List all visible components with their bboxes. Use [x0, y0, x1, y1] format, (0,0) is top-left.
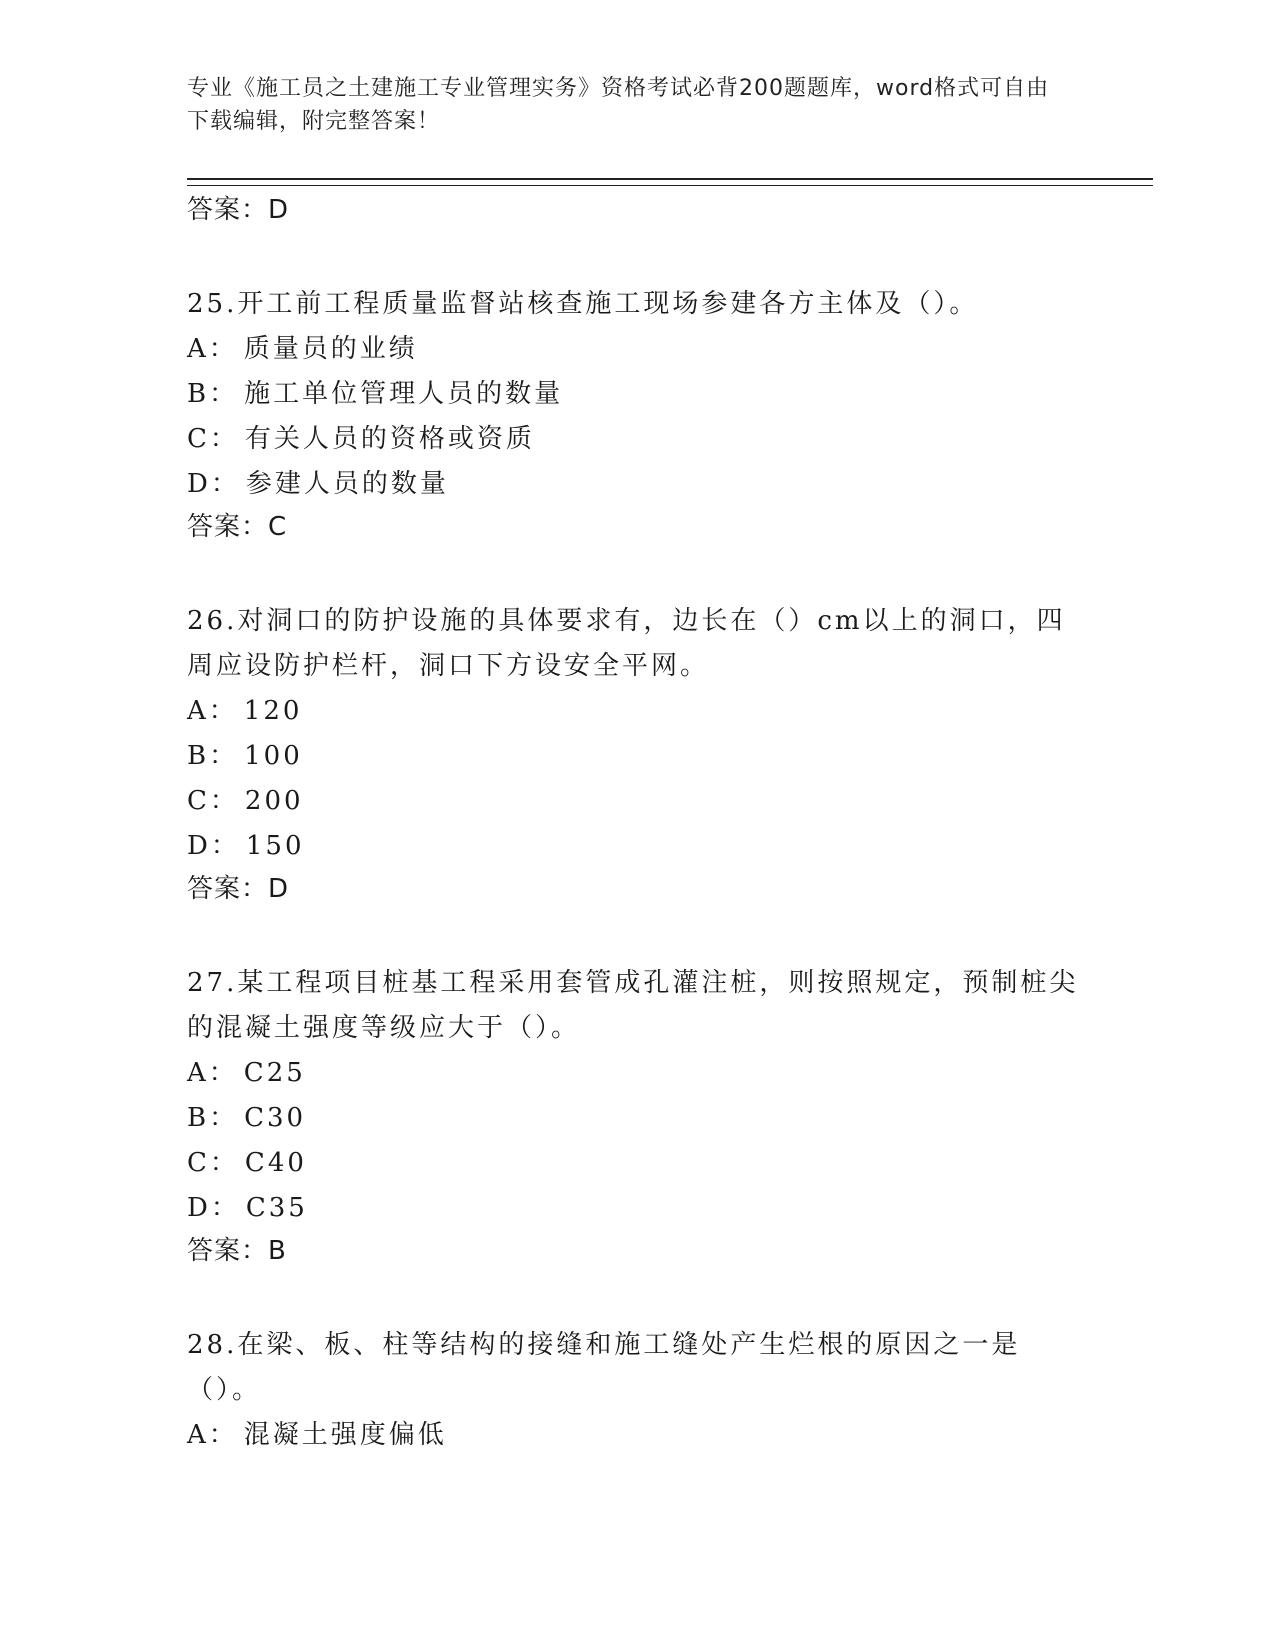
option-text: 150: [245, 831, 305, 861]
option-c: C： 200: [187, 786, 304, 816]
option-a: A： 混凝土强度偏低: [187, 1420, 447, 1450]
question-block: [187, 599, 1087, 909]
question-block: [187, 282, 1087, 547]
page-header: [187, 72, 1067, 138]
option-text: 质量员的业绩: [243, 334, 418, 364]
header-title: 专业《施工员之土建施工专业管理实务》资格考试必背200题题库，word格式可自由下载编辑，附完整答案！: [187, 76, 1050, 134]
question-block: [187, 1323, 1087, 1458]
option-text: 混凝土强度偏低: [243, 1420, 447, 1450]
question-stem: 26.对洞口的防护设施的具体要求有，边长在（）cm以上的洞口，四周应设防护栏杆，洞口下方设安全平网。: [187, 606, 1066, 681]
question-stem: 28.在梁、板、柱等结构的接缝和施工缝处产生烂根的原因之一是（）。: [187, 1330, 1021, 1405]
option-text: 120: [243, 696, 303, 726]
option-text: C30: [244, 1103, 307, 1133]
answer-text: 答案：D: [187, 874, 290, 904]
answer-text: 答案：B: [187, 1236, 287, 1266]
option-a: A： C25: [187, 1058, 306, 1088]
option-b: B： 施工单位管理人员的数量: [187, 379, 564, 409]
answer-text: 答案：C: [187, 512, 288, 542]
option-text: C35: [245, 1193, 308, 1223]
option-text: 参建人员的数量: [245, 469, 449, 499]
option-b: B： C30: [187, 1103, 307, 1133]
option-text: 施工单位管理人员的数量: [244, 379, 564, 409]
option-d: D： C35: [187, 1193, 308, 1223]
question-stem: 25.开工前工程质量监督站核查施工现场参建各方主体及（）。: [187, 289, 979, 319]
option-text: 有关人员的资格或资质: [244, 424, 535, 454]
question-block: [187, 961, 1087, 1271]
option-d: D： 参建人员的数量: [187, 469, 449, 499]
option-b: B： 100: [187, 741, 303, 771]
option-text: C25: [243, 1058, 306, 1088]
header-rule: [187, 178, 1153, 186]
option-text: 200: [244, 786, 304, 816]
answer-text: 答案：D: [187, 195, 290, 225]
option-text: C40: [244, 1148, 307, 1178]
question-stem: 27.某工程项目桩基工程采用套管成孔灌注桩，则按照规定，预制桩尖的混凝土强度等级应大于（）。: [187, 968, 1079, 1043]
option-a: A： 质量员的业绩: [187, 334, 418, 364]
option-c: C： 有关人员的资格或资质: [187, 424, 535, 454]
option-c: C： C40: [187, 1148, 307, 1178]
option-a: A： 120: [187, 696, 303, 726]
option-text: 100: [244, 741, 303, 771]
option-d: D： 150: [187, 831, 305, 861]
document-body: [187, 190, 1087, 1458]
